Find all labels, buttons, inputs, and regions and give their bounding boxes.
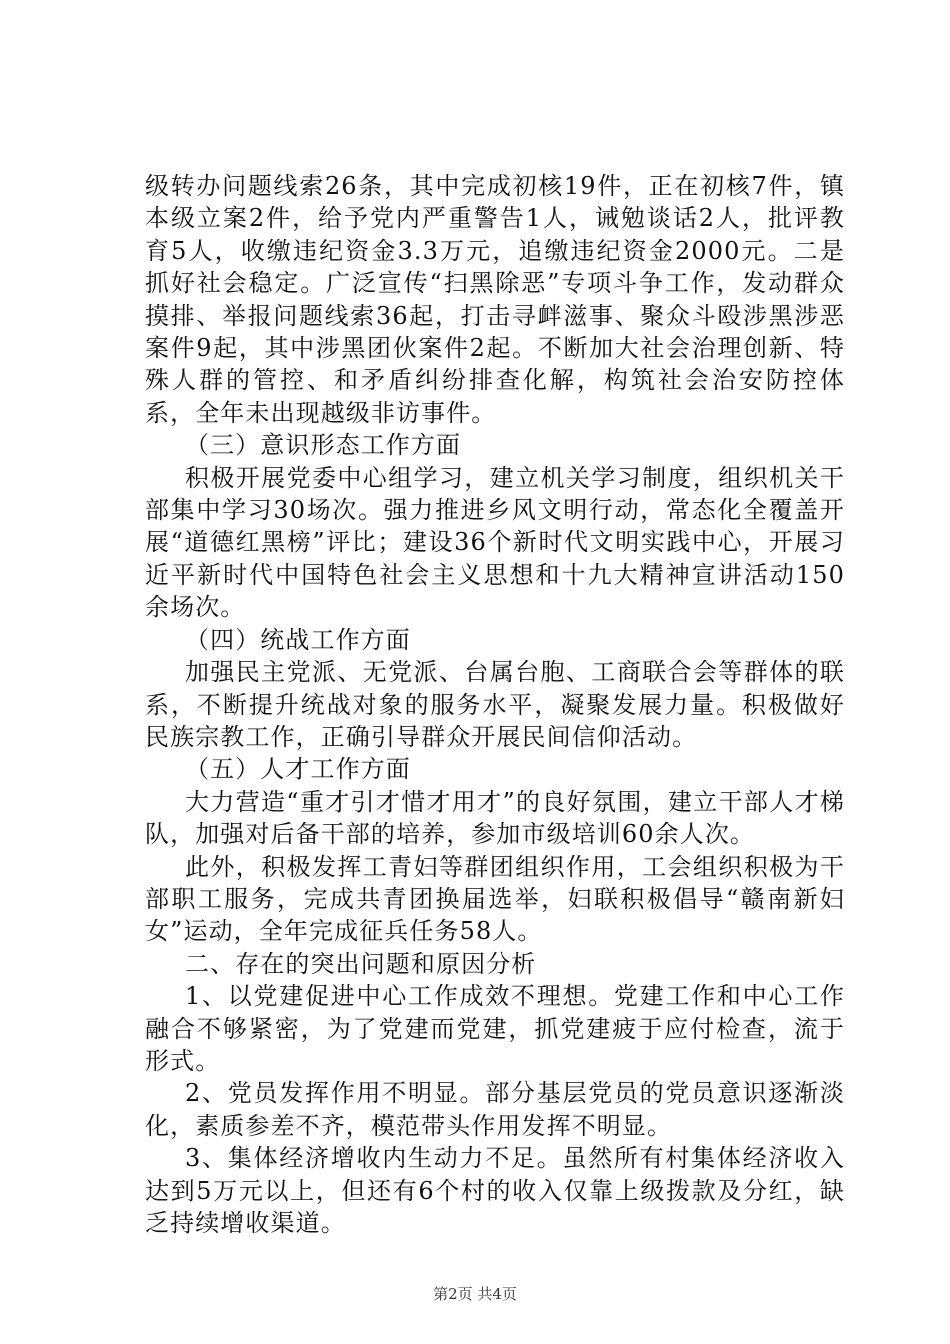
document-body — [145, 170, 845, 1239]
paragraph-problem-3: 3、集体经济增收内生动力不足。虽然所有村集体经济收入达到5万元以上，但还有6个村的收入仅靠上级拨款及分红，缺乏持续增收渠道。 — [145, 1144, 845, 1237]
section-heading-ideology: （三）意识形态工作方面 — [185, 431, 462, 460]
section-heading-united-front: （四）统战工作方面 — [185, 625, 411, 654]
section-heading-problems: 二、存在的突出问题和原因分析 — [185, 949, 537, 978]
paragraph-discipline-stability: 级转办问题线索26条，其中完成初核19件，正在初核7件，镇本级立案2件，给予党内严重警告1人，诫勉谈话2人，批评教育5人，收缴违纪资金3.3万元，追缴违纪资金2000元。二是抓好社会稳定。广泛宣传“扫黑除恶”专项斗争工作，发动群众摸排、举报问题线索36起，打击寻衅滋事、聚众斗殴涉黑涉恶案件9起，其中涉黑团伙案件2起。不断加大社会治理创新、特殊人群的管控、和矛盾纠纷排查化解，构筑社会治安防控体系，全年未出现越级非访事件。 — [145, 172, 845, 427]
paragraph-problem-1: 1、以党建促进中心工作成效不理想。党建工作和中心工作融合不够紧密，为了党建而党建，抓党建疲于应付检查，流于形式。 — [145, 982, 845, 1075]
paragraph-united-front: 加强民主党派、无党派、台属台胞、工商联合会等群体的联系，不断提升统战对象的服务水平，凝聚发展力量。积极做好民族宗教工作，正确引导群众开展民间信仰活动。 — [145, 658, 845, 751]
paragraph-ideology: 积极开展党委中心组学习，建立机关学习制度，组织机关干部集中学习30场次。强力推进乡风文明行动，常态化全覆盖开展“道德红黑榜”评比；建设36个新时代文明实践中心，开展习近平新时代中国特色社会主义思想和十九大精神宣讲活动150余场次。 — [145, 463, 845, 622]
paragraph-problem-2: 2、党员发挥作用不明显。部分基层党员的党员意识逐渐淡化，素质参差不齐，模范带头作用发挥不明显。 — [145, 1079, 845, 1140]
section-heading-talent: （五）人才工作方面 — [185, 755, 411, 784]
paragraph-mass-organizations: 此外，积极发挥工青妇等群团组织作用，工会组织积极为干部职工服务，完成共青团换届选举，妇联积极倡导“赣南新妇女”运动，全年完成征兵任务58人。 — [145, 852, 845, 946]
paragraph-talent: 大力营造“重才引才惜才用才”的良好氛围，建立干部人才梯队，加强对后备干部的培养，参加市级培训60余人次。 — [145, 787, 845, 849]
page-footer: 第2页 共4页 — [433, 1285, 517, 1303]
